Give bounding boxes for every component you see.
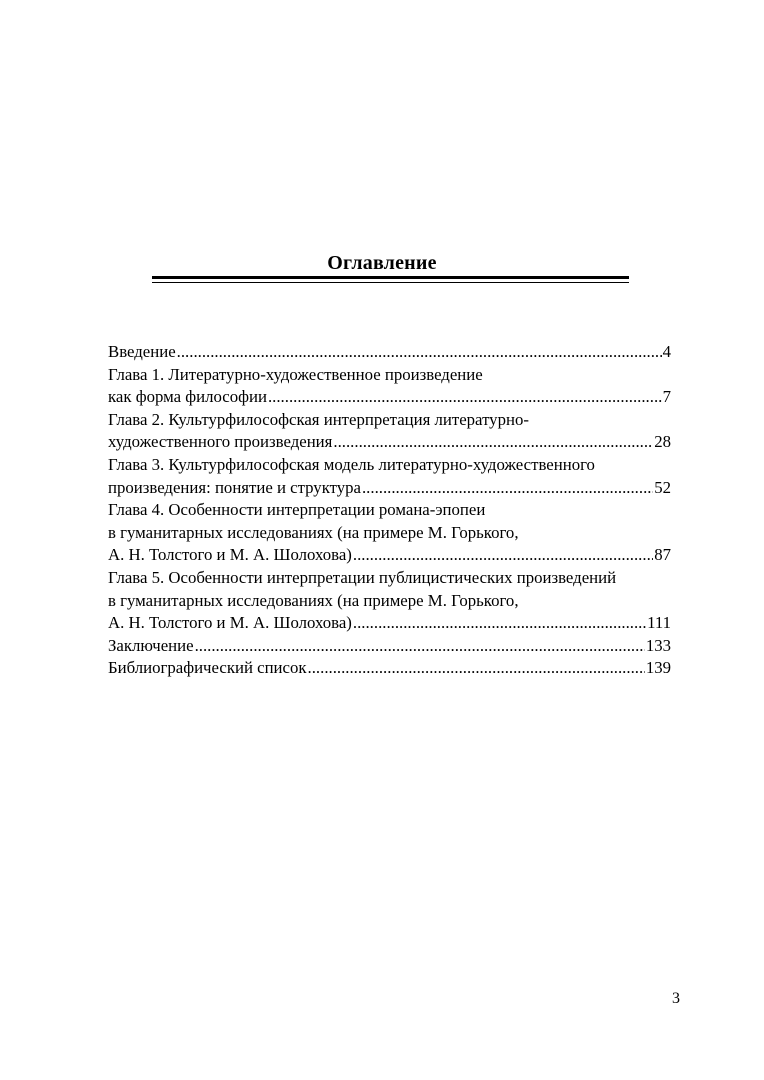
toc-entry-title: Библиографический список (108, 658, 307, 678)
toc-leader-dots (362, 477, 653, 500)
toc-entry-ch5-line1[interactable]: Глава 5. Особенности интерпретации публицистических произведений (108, 567, 617, 587)
toc-entry-ch2[interactable] (108, 431, 671, 454)
toc-leader-dots (353, 612, 646, 635)
toc-entry-ch4-line2[interactable]: в гуманитарных исследованиях (на примере М. Горького, (108, 522, 519, 542)
toc-entry-title: Введение (108, 342, 176, 361)
toc-page-number: 4 (662, 342, 671, 361)
toc-page-number: 52 (654, 477, 671, 497)
toc-entry-ch5[interactable] (108, 612, 671, 635)
toc-entry-title: Заключение (108, 635, 194, 655)
toc-leader-dots (333, 431, 653, 454)
toc-leader-dots (308, 657, 645, 680)
toc-entry-title: как форма философии (108, 387, 267, 407)
toc-entry-title: А. Н. Толстого и М. А. Шолохова) (108, 545, 352, 565)
toc-entry-bibliography[interactable] (108, 657, 671, 680)
toc-leader-dots (268, 386, 662, 409)
toc-page-number: 87 (654, 545, 671, 565)
toc-page-number: 139 (645, 658, 671, 678)
toc-leader-dots (177, 341, 662, 364)
toc-leader-dots (353, 544, 653, 567)
toc-page-number: 133 (645, 635, 671, 655)
toc-entry-title: художественного произведения (108, 432, 333, 452)
page-title: Оглавление (327, 252, 437, 274)
toc-entry-ch3[interactable] (108, 477, 671, 500)
toc-entry-ch1-line1[interactable]: Глава 1. Литературно-художественное произведение (108, 364, 483, 384)
toc-entry-ch4-line1[interactable]: Глава 4. Особенности интерпретации романа-эпопеи (108, 500, 486, 520)
toc-entry-title: произведения: понятие и структура (108, 477, 361, 497)
toc-leader-dots (195, 635, 645, 658)
toc-page-number: 28 (654, 432, 671, 452)
toc-entry-ch1[interactable] (108, 386, 671, 409)
toc-entry-title: А. Н. Толстого и М. А. Шолохова) (108, 613, 352, 633)
toc-entry-ch5-line2[interactable]: в гуманитарных исследованиях (на примере М. Горького, (108, 590, 519, 610)
toc-page-number: 111 (647, 613, 671, 633)
toc-entry-ch3-line1[interactable]: Глава 3. Культурфилософская модель литературно-художественного (108, 454, 595, 474)
title-rule-thin (152, 282, 629, 283)
toc-page-number: 7 (662, 387, 671, 407)
toc-entry-intro[interactable] (108, 341, 671, 364)
page-number: 3 (672, 990, 680, 1007)
table-of-contents (108, 341, 671, 680)
toc-entry-ch4[interactable] (108, 544, 671, 567)
toc-entry-conclusion[interactable] (108, 635, 671, 658)
toc-entry-ch2-line1[interactable]: Глава 2. Культурфилософская интерпретация литературно- (108, 409, 529, 429)
title-rule-thick (152, 276, 629, 279)
